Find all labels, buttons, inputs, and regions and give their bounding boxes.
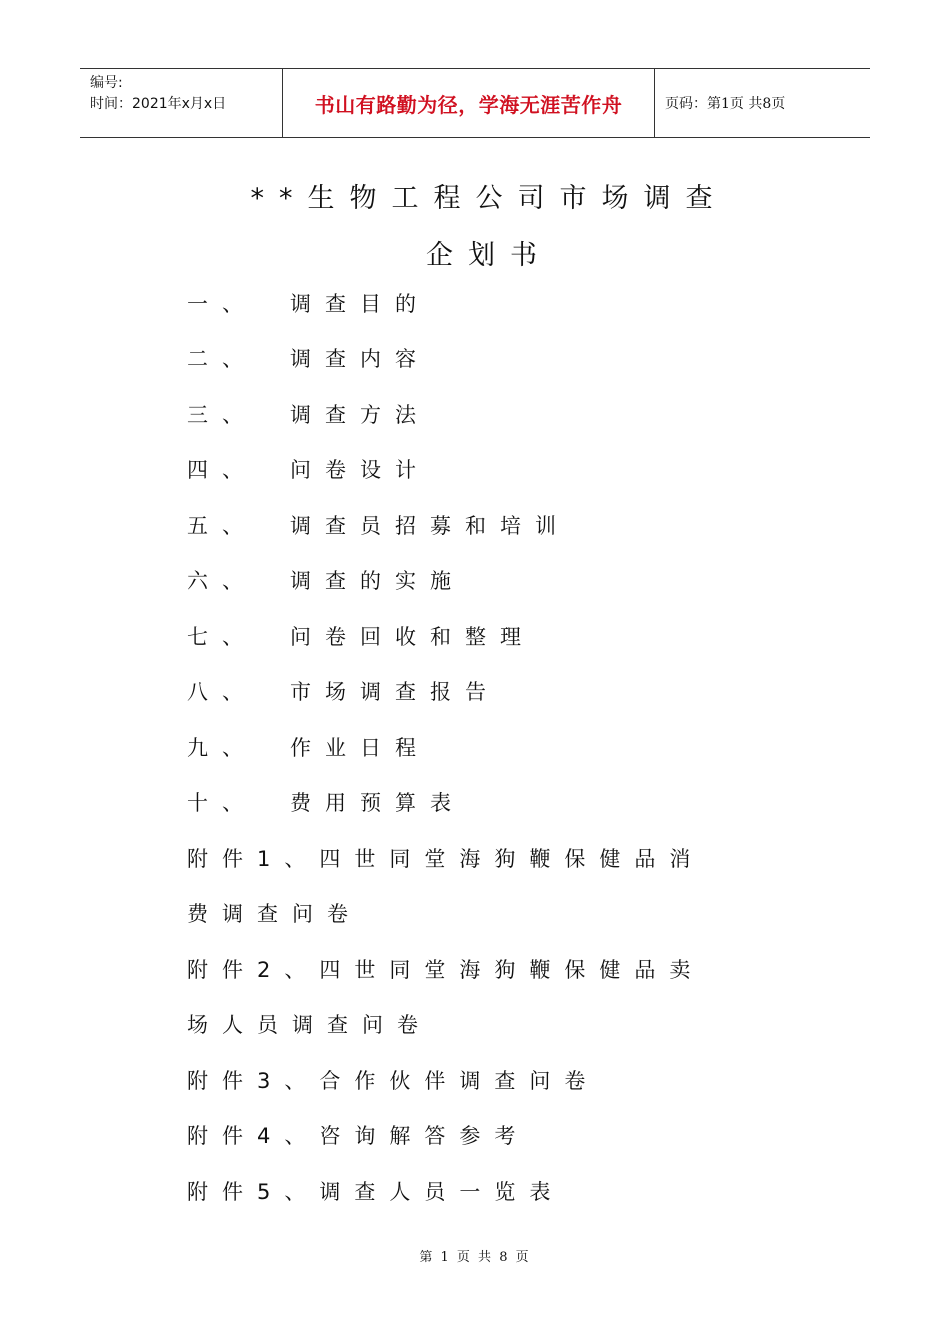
document-subtitle: 企划书 — [426, 240, 552, 271]
toc-item-text: 调查员招募和培训 — [290, 514, 570, 538]
header-meta — [80, 69, 282, 137]
appendix-line: 附件2、四世同堂海狗鞭保健品卖 — [187, 958, 705, 982]
appendix-line: 场人员调查问卷 — [187, 1013, 432, 1037]
page-footer: 第 1 页 共 8 页 — [419, 1250, 531, 1265]
document-time-label: 时间：2021年x月x日 — [90, 96, 227, 112]
header-page-info: 页码：第1页 共8页 — [665, 96, 786, 112]
toc-item-number: 四、 — [187, 458, 257, 482]
page-header — [80, 68, 870, 138]
toc-item-text: 调查方法 — [290, 403, 430, 427]
toc-item-text: 问卷设计 — [290, 458, 430, 482]
header-motto: 书山有路勤为径，学海无涯苦作舟 — [282, 69, 655, 137]
appendix-line: 附件4、咨询解答参考 — [187, 1124, 530, 1148]
toc-item-number: 九、 — [187, 736, 257, 760]
toc-item-number: 七、 — [187, 625, 257, 649]
appendix-line: 附件1、四世同堂海狗鞭保健品消 — [187, 847, 705, 871]
document-number-label: 编号: — [90, 75, 123, 91]
appendix-line: 附件3、合作伙伴调查问卷 — [187, 1069, 600, 1093]
toc-item-text: 市场调查报告 — [290, 680, 500, 704]
toc-item-number: 二、 — [187, 347, 257, 371]
toc-item-text: 调查目的 — [290, 292, 430, 316]
toc-item-number: 三、 — [187, 403, 257, 427]
toc-item-text: 调查的实施 — [290, 569, 465, 593]
toc-item-text: 调查内容 — [290, 347, 430, 371]
toc-item-number: 五、 — [187, 514, 257, 538]
toc-item-text: 作业日程 — [290, 736, 430, 760]
toc-item-number: 八、 — [187, 680, 257, 704]
toc-item-text: 问卷回收和整理 — [290, 625, 535, 649]
toc-item-text: 费用预算表 — [290, 791, 465, 815]
appendix-line: 费调查问卷 — [187, 902, 362, 926]
toc-item-number: 十、 — [187, 791, 257, 815]
toc-item-number: 一、 — [187, 292, 257, 316]
toc-item-number: 六、 — [187, 569, 257, 593]
appendix-line: 附件5、调查人员一览表 — [187, 1180, 565, 1204]
document-title: **生物工程公司市场调查 — [250, 183, 728, 214]
